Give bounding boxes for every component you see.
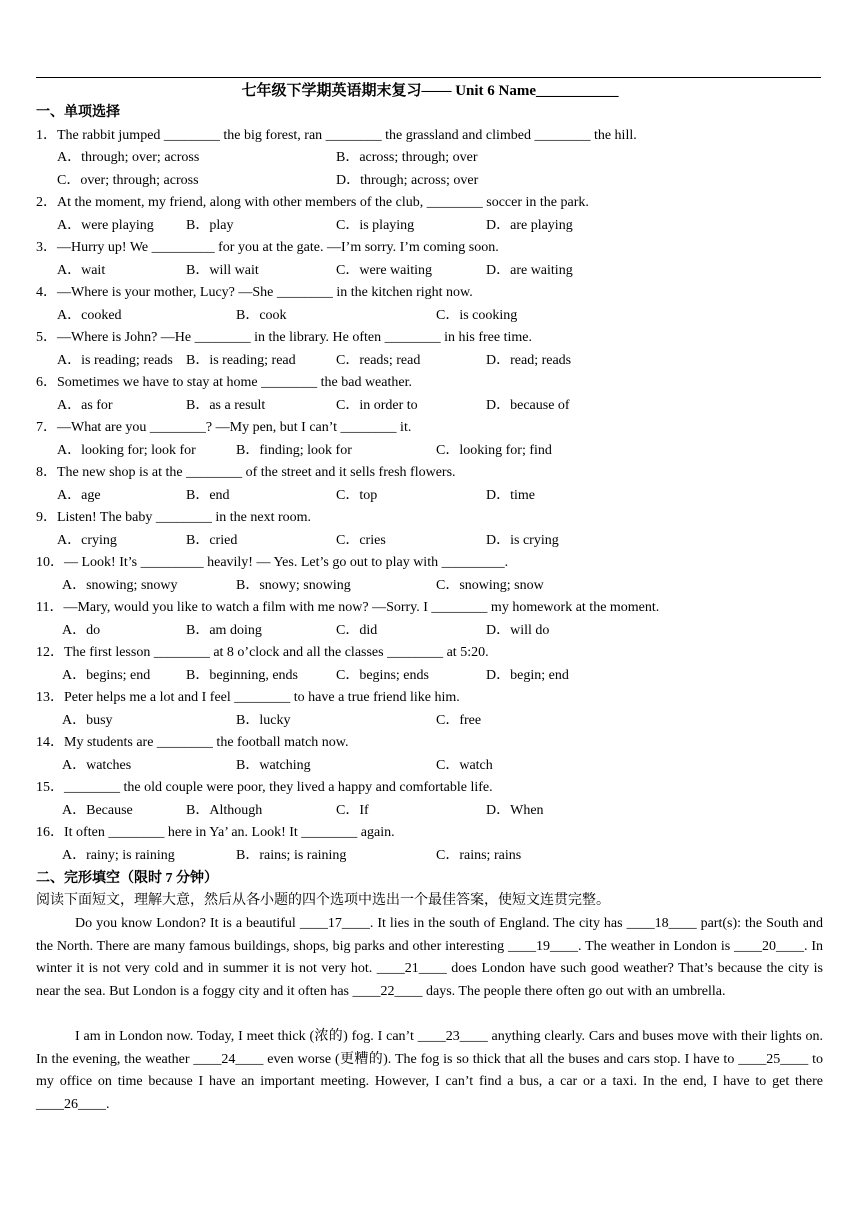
question-8: 8．The new shop is at the ________ of the street and it sells fresh flowers. <box>36 465 456 480</box>
option-1a: A．through; over; across <box>57 150 200 165</box>
option-15b: B．Although <box>186 803 263 818</box>
option-5d: D．read; reads <box>486 353 572 368</box>
question-14: 14．My students are ________ the football match now. <box>36 735 349 750</box>
option-10b: B．snowy; snowing <box>236 578 351 593</box>
question-1: 1．The rabbit jumped ________ the big forest, ran ________ the grassland and climbed ________ the hill. <box>36 128 637 143</box>
option-7a: A．looking for; look for <box>57 443 196 458</box>
option-14b: B．watching <box>236 758 311 773</box>
option-5c: C．reads; read <box>336 353 421 368</box>
option-15c: C．If <box>336 803 369 818</box>
question-12: 12．The first lesson ________ at 8 o’clock and all the classes ________ at 5:20. <box>36 645 489 660</box>
option-4a: A．cooked <box>57 308 122 323</box>
blank-20: ____20____ <box>734 938 804 954</box>
question-11: 11．—Mary, would you like to watch a film with me now? —Sorry. I ________ my homework at the moment. <box>36 600 660 615</box>
option-14c: C．watch <box>436 758 493 773</box>
option-6a: A．as for <box>57 398 113 413</box>
option-8a: A．age <box>57 488 101 503</box>
option-3b: B．will wait <box>186 263 259 278</box>
option-9c: C．cries <box>336 533 386 548</box>
blank-17: ____17____ <box>299 916 370 931</box>
option-9b: B．cried <box>186 533 238 548</box>
option-13b: B．lucky <box>236 713 291 728</box>
option-1b: B．across; through; over <box>336 150 478 165</box>
option-13c: C．free <box>436 713 482 728</box>
option-16b: B．rains; is raining <box>236 848 347 863</box>
option-3d: D．are waiting <box>486 263 573 278</box>
option-12a: A．begins; end <box>62 668 151 683</box>
page-title: 七年级下学期英语期末复习—— Unit 6 Name___________ <box>241 83 619 99</box>
option-3c: C．were waiting <box>336 263 433 278</box>
blank-18: ____18____ <box>626 916 697 931</box>
option-1d: D．through; across; over <box>336 173 479 188</box>
option-6c: C．in order to <box>336 398 418 413</box>
option-8c: C．top <box>336 488 378 503</box>
option-5a: A．is reading; reads <box>57 353 173 368</box>
question-15: 15．________ the old couple were poor, they lived a happy and comfortable life. <box>36 780 493 795</box>
option-16a: A．rainy; is raining <box>62 848 175 863</box>
option-11d: D．will do <box>486 623 550 638</box>
option-3a: A．wait <box>57 263 106 278</box>
blank-23: ____23____ <box>417 1029 488 1044</box>
option-15d: D．When <box>486 803 544 818</box>
option-7c: C．looking for; find <box>436 443 552 458</box>
cloze-instruction: 阅读下面短文，理解大意，然后从各小题的四个选项中选出一个最佳答案，使短文连贯完整。 <box>36 893 610 908</box>
blank-21: ____21____ <box>376 961 447 976</box>
question-3: 3．—Hurry up! We _________ for you at the gate. —I’m sorry. I’m coming soon. <box>36 240 499 255</box>
blank-22: ____22____ <box>352 983 423 999</box>
option-6d: D．because of <box>486 398 570 413</box>
option-2b: B．play <box>186 218 234 233</box>
option-2d: D．are playing <box>486 218 573 233</box>
blank-24: ____24____ <box>193 1051 264 1067</box>
question-10: 10．— Look! It’s _________ heavily! — Yes. Let’s go out to play with _________. <box>36 555 509 570</box>
option-10a: A．snowing; snowy <box>62 578 178 593</box>
option-12b: B．beginning, ends <box>186 668 298 683</box>
question-2: 2．At the moment, my friend, along with other members of the club, ________ soccer in the park. <box>36 195 589 210</box>
option-8b: B．end <box>186 488 230 503</box>
section-heading-single-choice: 一、单项选择 <box>36 105 120 120</box>
option-14a: A．watches <box>62 758 132 773</box>
option-11a: A．do <box>62 623 101 638</box>
cloze-paragraph-2: I am in London now. Today, I meet thick (浓的) fog. I can’t ____23____ anything clearly. Cars and buses move with their lights on. In the evening, the weather ____24____ even worse (更糟的). The fog is so thick that all the buses and cars stop. I have to ____25____ to my office on time because I have an important meeting. However, I can’t find a bus, a car or a taxi. In the end, I have to get there ____26____. <box>36 1029 823 1112</box>
option-5b: B．is reading; read <box>186 353 296 368</box>
option-7b: B．finding; look for <box>236 443 352 458</box>
question-5: 5．—Where is John? —He ________ in the library. He often ________ in his free time. <box>36 330 532 345</box>
blank-25: ____25____ <box>738 1051 809 1067</box>
question-6: 6．Sometimes we have to stay at home ________ the bad weather. <box>36 375 412 390</box>
option-9d: D．is crying <box>486 533 559 548</box>
question-16: 16．It often ________ here in Ya’ an. Look! It ________ again. <box>36 825 395 840</box>
option-11c: C．did <box>336 623 378 638</box>
option-12c: C．begins; ends <box>336 668 429 683</box>
option-15a: A．Because <box>62 803 133 818</box>
blank-19: ____19____ <box>508 938 578 954</box>
question-9: 9．Listen! The baby ________ in the next room. <box>36 510 312 525</box>
option-2c: C．is playing <box>336 218 415 233</box>
option-2a: A．were playing <box>57 218 154 233</box>
option-6b: B．as a result <box>186 398 266 413</box>
option-1c: C．over; through; across <box>57 173 199 188</box>
option-10c: C．snowing; snow <box>436 578 544 593</box>
option-8d: D．time <box>486 488 535 503</box>
top-rule <box>36 77 821 78</box>
option-13a: A．busy <box>62 713 113 728</box>
option-4b: B．cook <box>236 308 287 323</box>
option-9a: A．crying <box>57 533 117 548</box>
question-13: 13．Peter helps me a lot and I feel ________ to have a true friend like him. <box>36 690 460 705</box>
option-4c: C．is cooking <box>436 308 518 323</box>
option-12d: D．begin; end <box>486 668 569 683</box>
section-heading-cloze: 二、完形填空（限时 7 分钟） <box>36 871 218 886</box>
question-7: 7．—What are you ________? —My pen, but I can’t ________ it. <box>36 420 412 435</box>
blank-26: ____26____ <box>36 1096 106 1112</box>
cloze-paragraph-1: Do you know London? It is a beautiful ____17____. It lies in the south of England. The city has ____18____ part(s): the South and the North. There are many famous buildings, shops, big parks and other interesting ____19____. The weather in London is ____20____. In winter it is not very cold and in summer it is not very hot. ____21____ does London have such good weather? That’s because the city is near the sea. But London is a foggy city and it often has ____22____ days. The people there often go out with an umbrella. <box>36 916 823 999</box>
option-11b: B．am doing <box>186 623 262 638</box>
option-16c: C．rains; rains <box>436 848 522 863</box>
question-4: 4．—Where is your mother, Lucy? —She ________ in the kitchen right now. <box>36 285 473 300</box>
